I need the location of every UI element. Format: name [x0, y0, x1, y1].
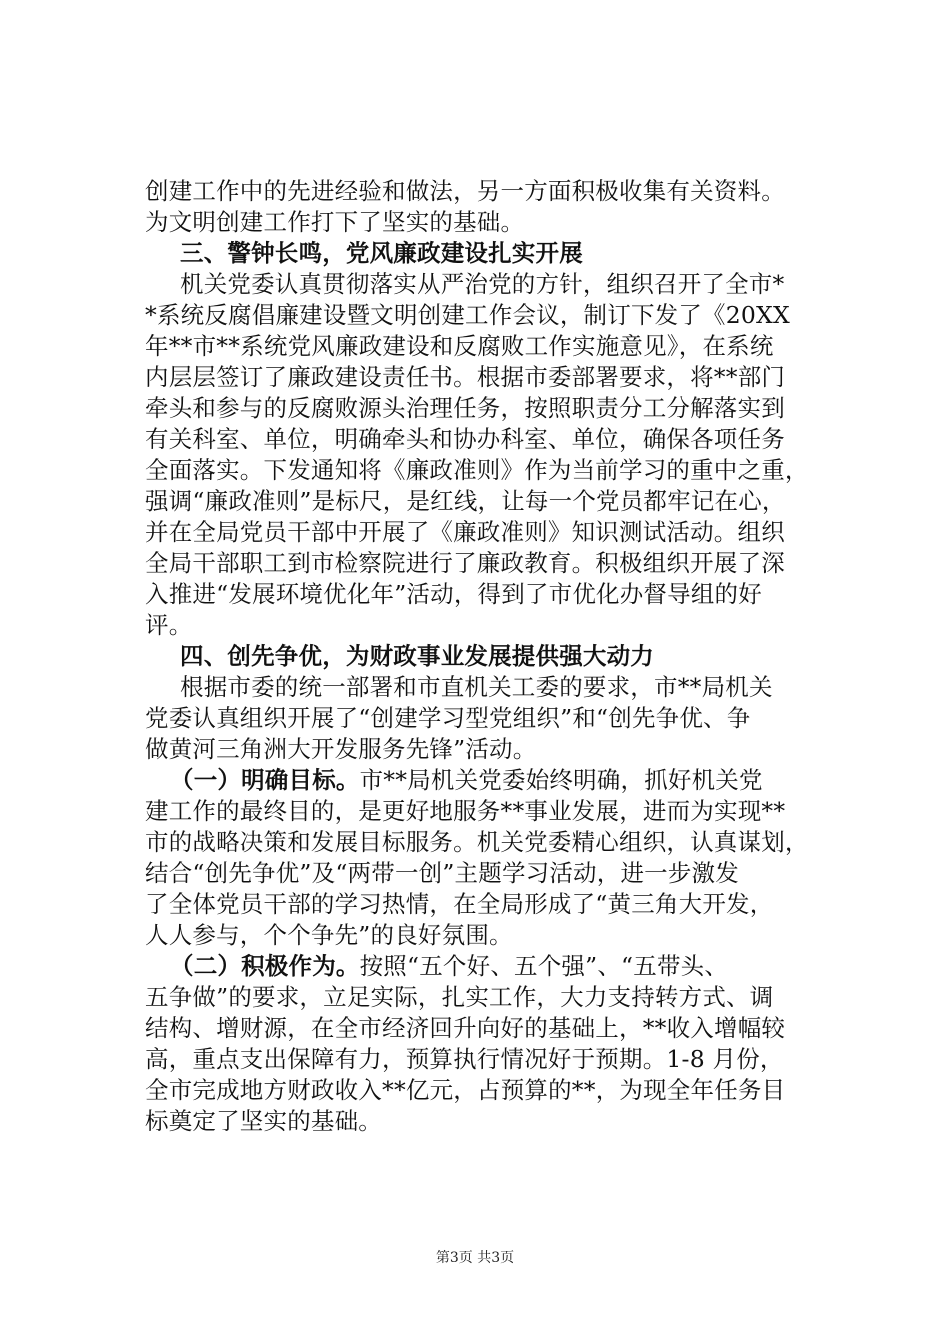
paragraph-line: 牵头和参与的反腐败源头治理任务，按照职责分工分解落实到 — [145, 394, 785, 422]
paragraph-line: 有关科室、单位，明确牵头和协办科室、单位，确保各项任务 — [145, 425, 785, 453]
paragraph-line: 全面落实。下发通知将《廉政准则》作为当前学习的重中之重， — [145, 456, 809, 484]
paragraph-line — [145, 951, 835, 982]
paragraph-line: 高，重点支出保障有力，预算执行情况好于预期。1-8 月份， — [145, 1045, 784, 1073]
paragraph-text: 按照“五个好、五个强”、“五带头、 — [359, 952, 729, 980]
paragraph-line: 内层层签订了廉政建设责任书。根据市委部署要求，将**部门 — [145, 363, 786, 391]
section-heading-3: 三、警钟长鸣，党风廉政建设扎实开展 — [180, 239, 583, 267]
section-heading-4: 四、创先争优，为财政事业发展提供强大动力 — [180, 642, 654, 670]
paragraph-text: 市**局机关党委始终明确，抓好机关党 — [359, 766, 763, 794]
paragraph-line: 党委认真组织开展了“创建学习型党组织”和“创先争优、争 — [145, 704, 751, 732]
paragraph-line: 评。 — [145, 611, 193, 639]
paragraph-line: 人人参与，个个争先”的良好氛围。 — [145, 921, 513, 949]
paragraph-line: 强调“廉政准则”是标尺，是红线，让每一个党员都牢记在心， — [145, 487, 786, 515]
paragraph-line: 并在全局党员干部中开展了《廉政准则》知识测试活动。组织 — [145, 518, 785, 546]
paragraph-line: 机关党委认真贯彻落实从严治党的方针，组织召开了全市* — [180, 270, 785, 298]
document-body — [145, 176, 835, 1137]
paragraph-line: 全局干部职工到市检察院进行了廉政教育。积极组织开展了深 — [145, 549, 785, 577]
paragraph-line: *系统反腐倡廉建设暨文明创建工作会议，制订下发了《20XX — [145, 301, 790, 329]
paragraph-line: 建工作的最终目的，是更好地服务**事业发展，进而为实现** — [145, 797, 786, 825]
page-footer: 第3页 共3页 — [435, 1250, 515, 1266]
paragraph-line: 做黄河三角洲大开发服务先锋”活动。 — [145, 735, 537, 763]
paragraph-line: 为文明创建工作打下了坚实的基础。 — [145, 208, 525, 236]
paragraph-line: 创建工作中的先进经验和做法，另一方面积极收集有关资料。 — [145, 177, 785, 205]
paragraph-line: 根据市委的统一部署和市直机关工委的要求，市**局机关 — [180, 673, 773, 701]
paragraph-line — [145, 765, 835, 796]
paragraph-line: 结构、增财源，在全市经济回升向好的基础上，**收入增幅较 — [145, 1014, 786, 1042]
paragraph-line: 全市完成地方财政收入**亿元，占预算的**，为现全年任务目 — [145, 1076, 786, 1104]
paragraph-line: 五争做”的要求，立足实际，扎实工作，大力支持转方式、调 — [145, 983, 774, 1011]
paragraph-line: 结合“创先争优”及“两带一创”主题学习活动，进一步激发 — [145, 859, 739, 887]
subsection-heading-2: （二）积极作为。 — [170, 952, 360, 980]
paragraph-line: 标奠定了坚实的基础。 — [145, 1107, 382, 1135]
paragraph-line: 年**市**系统党风廉政建设和反腐败工作实施意见》，在系统 — [145, 332, 774, 360]
paragraph-line: 入推进“发展环境优化年”活动，得到了市优化办督导组的好 — [145, 580, 762, 608]
paragraph-line: 市的战略决策和发展目标服务。机关党委精心组织，认真谋划， — [145, 828, 809, 856]
subsection-heading-1: （一）明确目标。 — [170, 766, 360, 794]
paragraph-line: 了全体党员干部的学习热情，在全局形成了“黄三角大开发， — [145, 890, 774, 918]
